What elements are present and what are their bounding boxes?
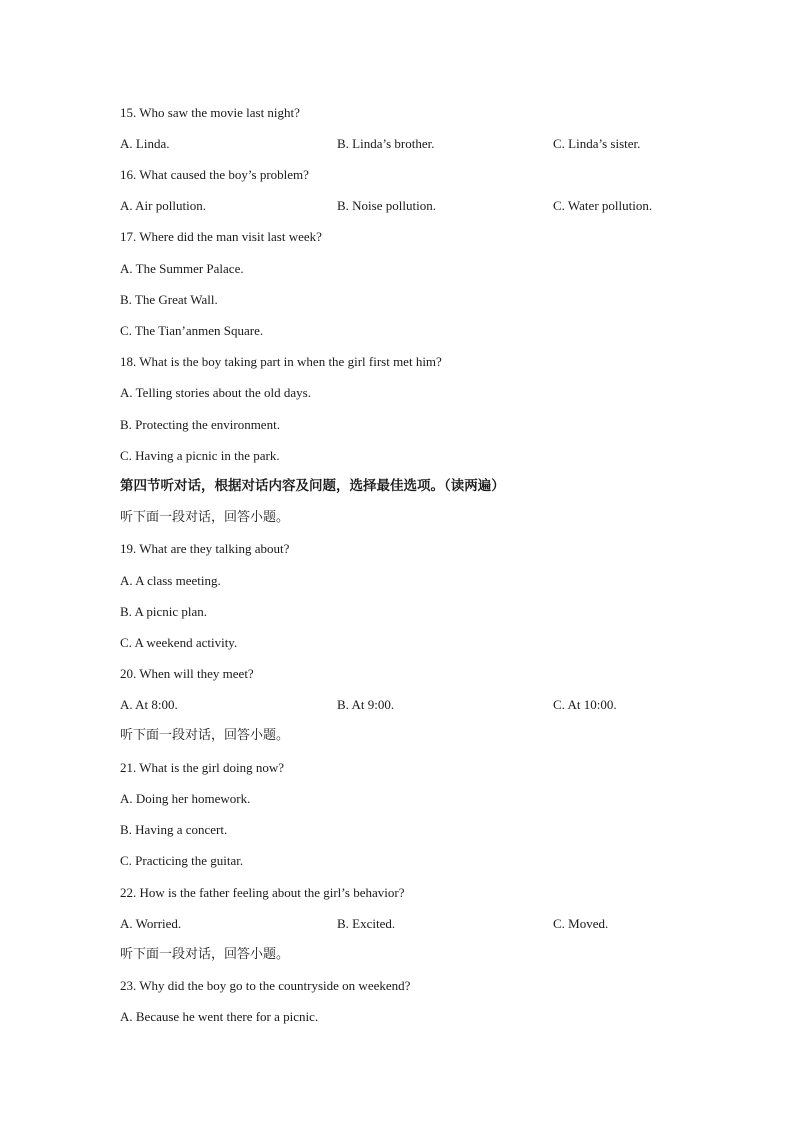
question-18-stem: 18. What is the boy taking part in when the girl first met him? (120, 354, 442, 369)
q19-option-a: A. A class meeting. (120, 573, 221, 588)
q16-option-a: A. Air pollution. (120, 198, 206, 213)
q17-option-b: B. The Great Wall. (120, 292, 218, 307)
question-15-stem: 15. Who saw the movie last night? (120, 105, 300, 120)
question-16-options (120, 198, 680, 214)
question-19-stem: 19. What are they talking about? (120, 541, 290, 556)
q15-option-c: C. Linda’s sister. (553, 136, 641, 151)
q16-option-c: C. Water pollution. (553, 198, 653, 213)
q22-option-c: C. Moved. (553, 916, 609, 931)
question-21-stem: 21. What is the girl doing now? (120, 760, 285, 775)
q18-option-b: B. Protecting the environment. (120, 417, 280, 432)
q21-option-c: C. Practicing the guitar. (120, 853, 244, 868)
q20-option-b: B. At 9:00. (337, 697, 395, 712)
q16-option-b: B. Noise pollution. (337, 198, 436, 213)
question-23-stem: 23. Why did the boy go to the countryside on weekend? (120, 978, 411, 993)
q17-option-c: C. The Tian’anmen Square. (120, 323, 264, 338)
section-4-heading: 第四节听对话，根据对话内容及问题，选择最佳选项。（读两遍） (120, 478, 505, 494)
question-17-stem: 17. Where did the man visit last week? (120, 229, 322, 244)
q15-option-b: B. Linda’s brother. (337, 136, 435, 151)
q23-option-a: A. Because he went there for a picnic. (120, 1009, 319, 1024)
q15-option-a: A. Linda. (120, 136, 170, 151)
q22-option-a: A. Worried. (120, 916, 182, 931)
q17-option-a: A. The Summer Palace. (120, 261, 244, 276)
q21-option-a: A. Doing her homework. (120, 791, 251, 806)
question-20-options (120, 697, 680, 713)
instruction-1: 听下面一段对话，回答小题。 (120, 510, 290, 525)
question-20-stem: 20. When will they meet? (120, 666, 254, 681)
q21-option-b: B. Having a concert. (120, 822, 228, 837)
question-22-options (120, 916, 680, 932)
question-22-stem: 22. How is the father feeling about the girl’s behavior? (120, 885, 405, 900)
q20-option-a: A. At 8:00. (120, 697, 178, 712)
q19-option-b: B. A picnic plan. (120, 604, 208, 619)
q18-option-a: A. Telling stories about the old days. (120, 385, 311, 400)
q19-option-c: C. A weekend activity. (120, 635, 238, 650)
instruction-2: 听下面一段对话，回答小题。 (120, 728, 290, 743)
instruction-3: 听下面一段对话，回答小题。 (120, 947, 290, 962)
question-15-options (120, 136, 680, 152)
question-16-stem: 16. What caused the boy’s problem? (120, 167, 309, 182)
q18-option-c: C. Having a picnic in the park. (120, 448, 280, 463)
q22-option-b: B. Excited. (337, 916, 396, 931)
q20-option-c: C. At 10:00. (553, 697, 617, 712)
